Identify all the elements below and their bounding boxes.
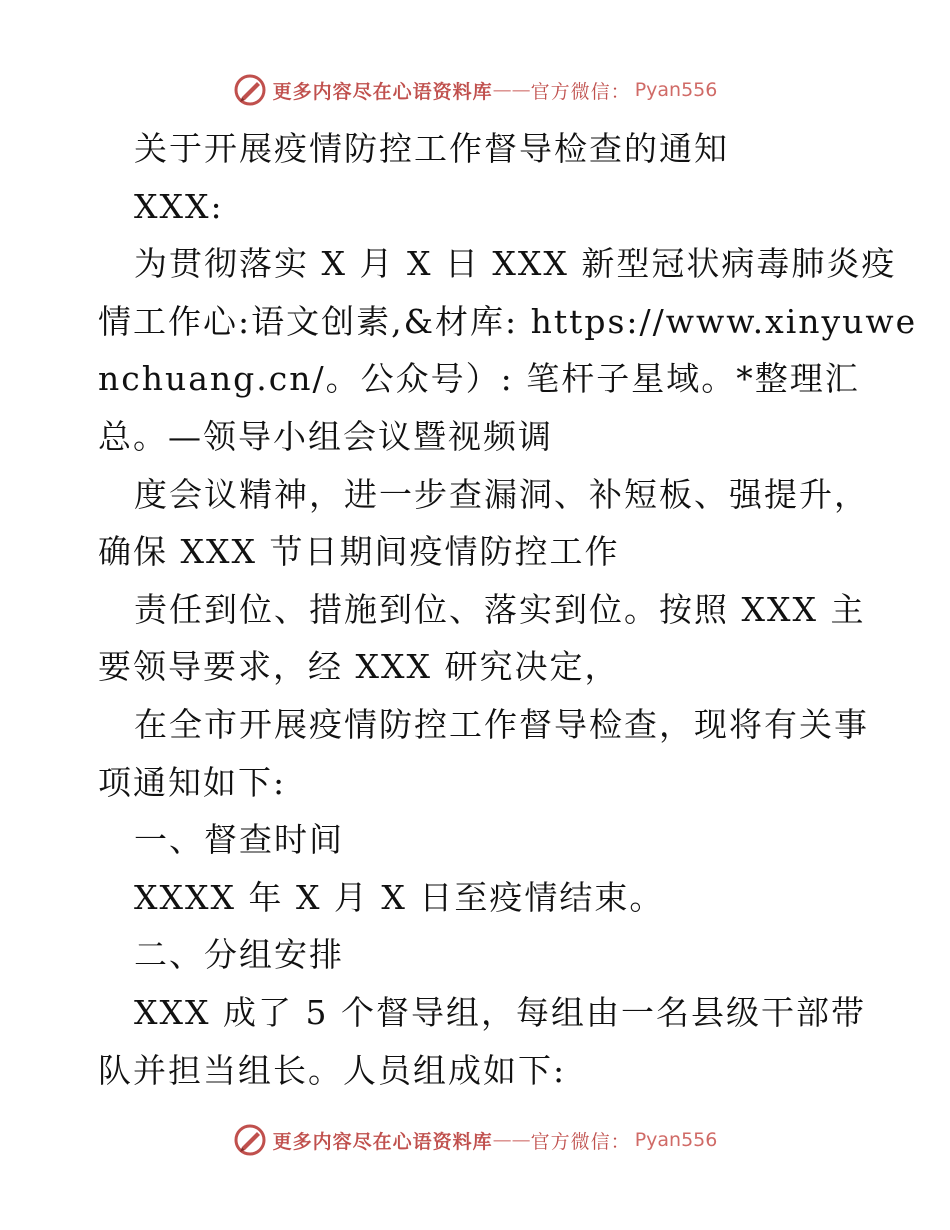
paragraph-line: 责任到位、措施到位、落实到位。按照 XXX 主 — [134, 589, 866, 629]
quill-logo-icon — [233, 73, 267, 107]
salutation: XXX: — [134, 186, 224, 226]
paragraph-line: 队并担当组长。人员组成如下: — [98, 1050, 567, 1090]
paragraph-line: 为贯彻落实 X 月 X 日 XXX 新型冠状病毒肺炎疫 — [134, 244, 897, 284]
paragraph-line: 在全市开展疫情防控工作督导检查，现将有关事 — [134, 704, 869, 744]
document-body — [98, 120, 918, 1099]
paragraph-line: 要领导要求，经 XXX 研究决定， — [98, 647, 620, 687]
footer-watermark — [0, 1120, 950, 1160]
watermark-main-text: 更多内容尽在心语资料库 — [272, 1130, 493, 1153]
watermark-wechat-id: Pyan556 — [634, 79, 718, 101]
watermark-dash: —— — [492, 1129, 531, 1151]
header-watermark — [0, 70, 950, 110]
section-heading: 二、分组安排 — [134, 935, 344, 975]
watermark-dash: —— — [492, 79, 531, 101]
paragraph-line: 度会议精神，进一步查漏洞、补短板、强提升， — [134, 474, 869, 514]
paragraph-line: 情工作心:语文创素,&材库: https://www.xinyuwe — [98, 301, 918, 341]
paragraph-line: XXX 成了 5 个督导组，每组由一名县级干部带 — [134, 992, 866, 1032]
paragraph-line: 总。—领导小组会议暨视频调 — [98, 416, 553, 456]
paragraph-line: XXXX 年 X 月 X 日至疫情结束。 — [134, 877, 665, 917]
paragraph-line: 确保 XXX 节日期间疫情防控工作 — [98, 532, 620, 572]
paragraph-line: nchuang.cn/。公众号）: 笔杆子星域。*整理汇 — [98, 359, 860, 399]
watermark-wechat-label: 官方微信： — [530, 80, 631, 103]
document-title: 关于开展疫情防控工作督导检查的通知 — [134, 129, 729, 168]
quill-logo-icon — [233, 1123, 267, 1157]
watermark-wechat-id: Pyan556 — [634, 1129, 718, 1151]
watermark-wechat-label: 官方微信： — [530, 1130, 631, 1153]
watermark-main-text: 更多内容尽在心语资料库 — [272, 80, 493, 103]
paragraph-line: 项通知如下: — [98, 762, 287, 802]
section-heading: 一、督查时间 — [134, 820, 344, 860]
